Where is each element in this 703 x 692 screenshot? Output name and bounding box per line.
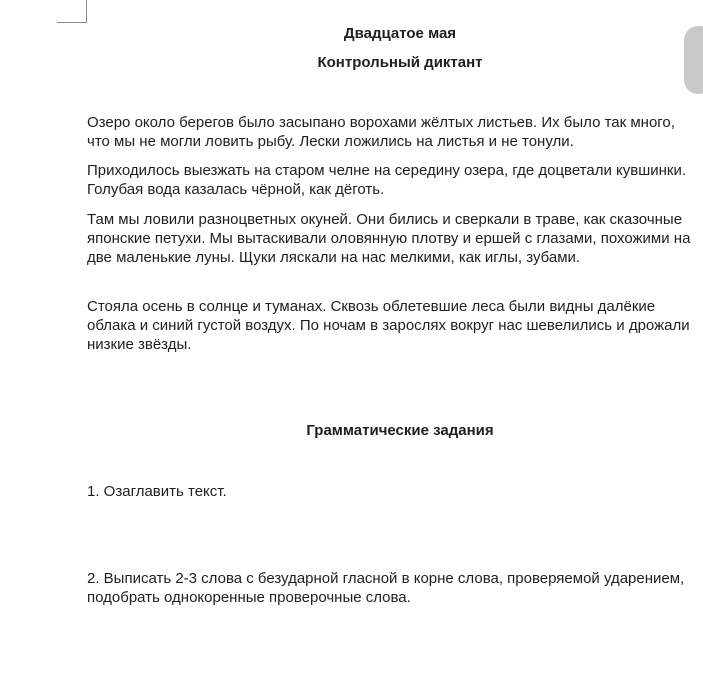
date-heading: Двадцатое мая [343, 25, 457, 42]
tasks-heading: Грамматические задания [306, 422, 494, 439]
dictation-paragraph: Озеро около берегов было засыпано ворохами жёлтых листьев. Их было так много, что мы не могли ловить рыбу. Лески ложились на листья и не тонули. [87, 114, 675, 150]
document-title: Контрольный диктант [317, 54, 483, 71]
page-corner-marker [57, 0, 87, 23]
task-item: 1. Озаглавить текст. [87, 483, 227, 500]
dictation-paragraph: Приходилось выезжать на старом челне на середину озера, где доцветали кувшинки. Голубая вода казалась чёрной, как дёготь. [87, 162, 687, 198]
dictation-paragraph: Стояла осень в солнце и туманах. Сквозь облетевшие леса были видны далёкие облака и синий густой воздух. По ночам в зарослях вокруг нас шевелились и дрожали низкие звёзды. [87, 298, 690, 353]
task-item: 2. Выписать 2-3 слова с безударной гласной в корне слова, проверяемой ударением, подобрать однокоренные проверочные слова. [87, 570, 685, 606]
dictation-paragraph: Там мы ловили разноцветных окуней. Они бились и сверкали в траве, как сказочные японские петухи. Мы вытаскивали оловянную плотву и ершей с глазами, похожими на две маленькие луны. Щуки ляскали на нас мелкими, как иглы, зубами. [87, 211, 691, 266]
